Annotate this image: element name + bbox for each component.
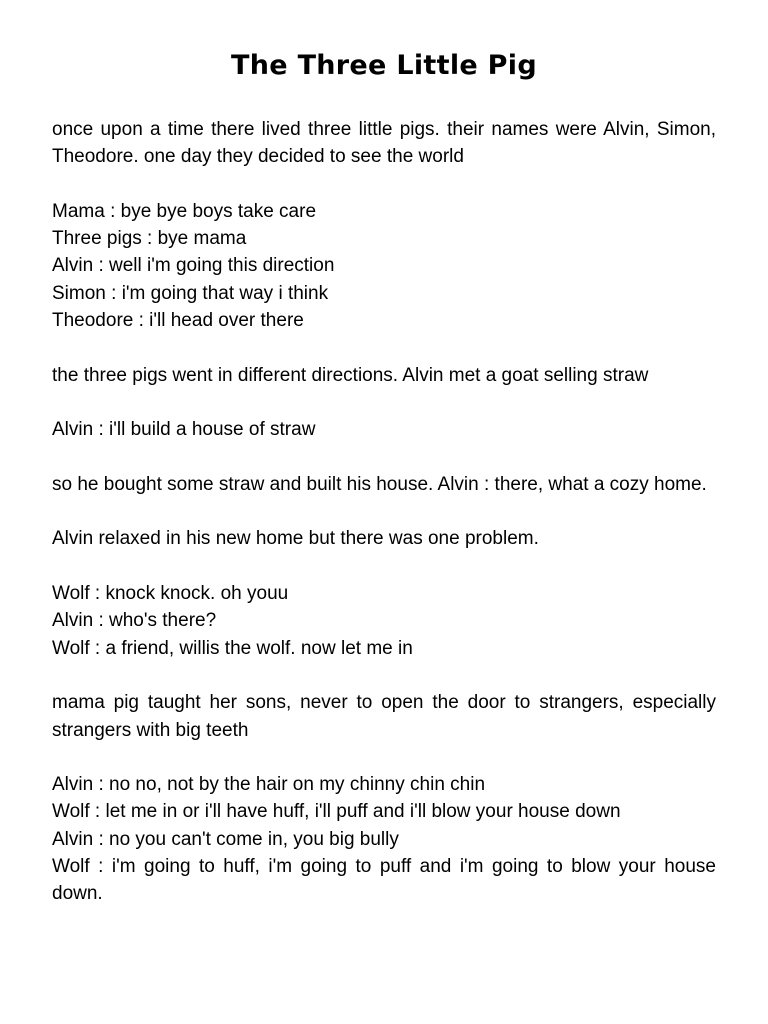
dialogue-farewell xyxy=(52,198,716,334)
paragraph-strangers: mama pig taught her sons, never to open the door to strangers, especially strangers with big teeth xyxy=(52,692,716,741)
dialogue-line: Wolf : i'm going to huff, i'm going to puff and i'm going to blow your house down. xyxy=(52,856,716,905)
dialogue-line: Three pigs : bye mama xyxy=(52,228,247,250)
dialogue-knock xyxy=(52,580,716,662)
dialogue-huff xyxy=(52,771,716,907)
paragraph-straw-line: Alvin : i'll build a house of straw xyxy=(52,419,316,441)
dialogue-line: Wolf : knock knock. oh youu xyxy=(52,583,289,605)
dialogue-line: Alvin : well i'm going this direction xyxy=(52,255,335,277)
story-body xyxy=(52,116,716,908)
document-page xyxy=(52,0,716,935)
paragraph-problem: Alvin relaxed in his new home but there was one problem. xyxy=(52,528,539,550)
dialogue-line: Simon : i'm going that way i think xyxy=(52,282,329,304)
dialogue-line: Wolf : a friend, willis the wolf. now let me in xyxy=(52,637,413,659)
dialogue-line: Alvin : no you can't come in, you big bully xyxy=(52,828,399,850)
paragraph-intro: once upon a time there lived three little pigs. their names were Alvin, Simon, Theodore. one day they decided to see the world xyxy=(52,119,716,168)
dialogue-line: Alvin : no no, not by the hair on my chinny chin chin xyxy=(52,774,486,796)
dialogue-line: Theodore : i'll head over there xyxy=(52,310,304,332)
dialogue-line: Alvin : who's there? xyxy=(52,610,217,632)
dialogue-line: Mama : bye bye boys take care xyxy=(52,200,317,222)
dialogue-line: Wolf : let me in or i'll have huff, i'll puff and i'll blow your house down xyxy=(52,801,621,823)
paragraph-directions: the three pigs went in different directions. Alvin met a goat selling straw xyxy=(52,364,649,386)
paragraph-house-built: so he bought some straw and built his house. Alvin : there, what a cozy home. xyxy=(52,473,707,495)
document-title: The Three Little Pig xyxy=(231,50,537,81)
